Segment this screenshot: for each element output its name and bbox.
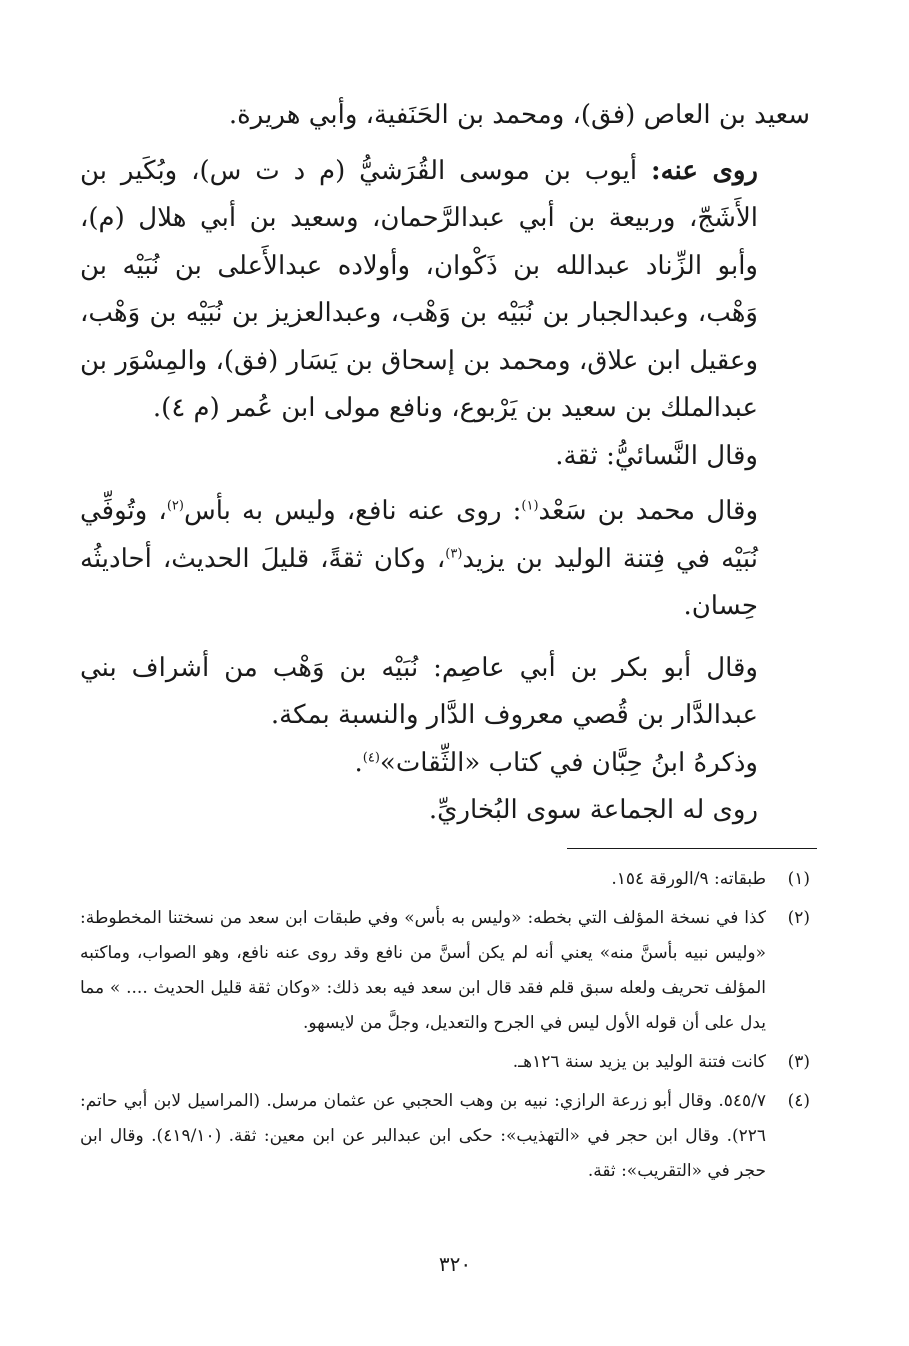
footnote-separator	[567, 848, 817, 849]
main-text	[80, 92, 810, 835]
footnote-number: (٣)	[787, 1052, 810, 1072]
footnote-text: كانت فتنة الوليد بن يزيد سنة ١٢٦هـ.	[512, 1052, 766, 1072]
paragraph-nasai: وقال النَّسائيُّ: ثقة.	[555, 440, 758, 471]
narrators-text: أيوب بن موسى القُرَشيُّ (م د ت س)، وبُكَير بن الأَشَجّ، وربيعة بن أبي عبدالرَّحمان، وسعيد بن أبي هلال (م)، وأبو الزِّناد عبدالله بن ذَكْوان، وأولاده عبدالأَعلى بن نُبَيْه بن وَهْب، وعبدالجبار بن نُبَيْه بن وَهْب، وعبدالعزيز بن نُبَيْه بن وَهْب، وعقيل ابن علاق، ومحمد بن إسحاق بن يَسَار (فق)، والمِسْوَر بن عبدالملك بن سعيد بن يَرْبوع، ونافع مولى ابن عُمر (م ٤).	[80, 155, 758, 423]
ibn-sad-text-d: ، وكان ثقةً، قليلَ الحديث، أحاديثُه حِسان.	[80, 543, 758, 621]
footnote-ref-4: (٤)	[362, 749, 380, 765]
footnote-ref-2: (٢)	[166, 498, 184, 514]
paragraph-ibn-sad	[80, 488, 810, 631]
footnote-text: طبقاته: ٩/الورقة ١٥٤.	[611, 869, 766, 889]
footnote-4	[80, 1084, 810, 1189]
footnote-1	[80, 862, 810, 897]
footnote-text: كذا في نسخة المؤلف التي بخطه: «وليس به بأس» وفي طبقات ابن سعد من نسختنا المخطوطة: «وليس نبيه بأسنَّ منه» يعني أنه لم يكن أسنَّ من نافع وقد روى عنه نافع، وهو الصواب، وماكتبه المؤلف تحريف ولعله سبق قلم فقد قال ابن سعد فيه بعد ذلك: «وكان ثقة قليل الحديث .... » مما يدل على أن قوله الأول ليس في الجرح والتعديل، وجلَّ من لايسهو.	[80, 908, 766, 1033]
paragraph-abu-bakr: وقال أبو بكر بن أبي عاصِم: نُبَيْه بن وَهْب من أشراف بني عبدالدَّار بن قُصي معروف الدَّار والنسبة بمكة.	[80, 652, 758, 730]
footnote-number: (١)	[787, 869, 810, 889]
paragraph-jamaa: روى له الجماعة سوى البُخاريِّ.	[428, 795, 758, 825]
footnote-3	[80, 1045, 810, 1080]
paragraph-narrators	[80, 148, 810, 433]
ibn-sad-text-c: ، وتُوفِّي نُبَيْه في فِتنة الوليد بن يزيد	[80, 496, 758, 574]
ibn-hibban-text: وذكرهُ ابنُ حِبَّان في كتاب «الثِّقات»	[379, 747, 758, 778]
ibn-sad-text-a: وقال محمد بن سَعْد	[538, 496, 758, 526]
footnote-number: (٢)	[787, 908, 810, 928]
page-number: ٣٢٠	[438, 1252, 472, 1276]
footnote-2	[80, 901, 810, 1041]
footnote-ref-1: (١)	[521, 498, 539, 514]
paragraph-ibn-hibban	[80, 740, 810, 788]
narrators-label: روى عنه:	[650, 155, 758, 186]
ibn-sad-text-b: : روى عنه نافع، وليس به بأس	[183, 496, 522, 526]
footnote-text: ٥٤٥/٧. وقال أبو زرعة الرازي: نبيه بن وهب الحجبي عن عثمان مرسل. (المراسيل لابن أبي حاتم: ٢٢٦). وقال ابن حجر في «التهذيب»: حكى ابن عبدالبر عن ابن معين: ثقة. (٤١٩/١٠). وقال ابن حجر في «التقريب»: ثقة.	[80, 1091, 767, 1181]
footnote-number: (٤)	[787, 1091, 810, 1111]
paragraph-1: سعيد بن العاص (فق)، ومحمد بن الحَنَفية، وأبي هريرة.	[228, 100, 810, 130]
ibn-hibban-end: .	[354, 747, 363, 778]
footnotes	[80, 862, 810, 1193]
footnote-ref-3: (٣)	[445, 545, 463, 561]
